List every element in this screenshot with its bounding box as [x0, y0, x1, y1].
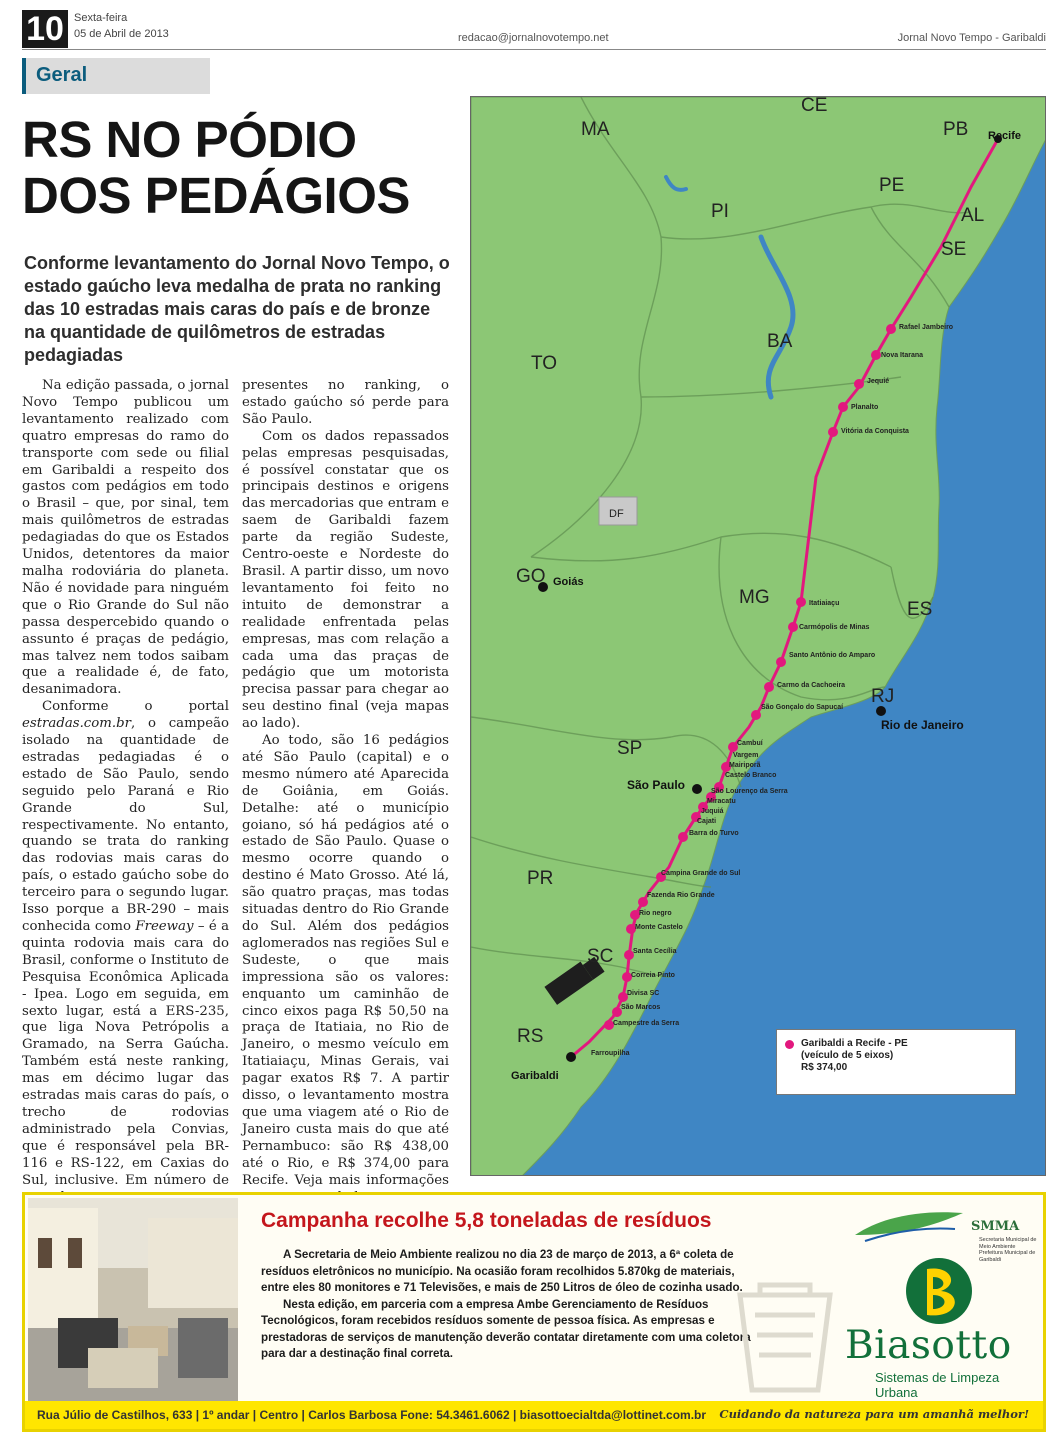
newsroom-email[interactable]: redacao@jornalnovotempo.net [458, 32, 609, 44]
paragraph [22, 699, 229, 1206]
toll-dot [796, 597, 806, 607]
toll-label: Vitória da Conquista [841, 428, 909, 435]
state-label: MA [581, 119, 610, 140]
toll-dot [764, 682, 774, 692]
city-dot-sao-paulo [692, 784, 702, 794]
article-column-1 [22, 378, 229, 1206]
headline-line-2: DOS PEDÁGIOS [22, 167, 410, 224]
toll-dot [886, 324, 896, 334]
toll-label: São Lourenço da Serra [711, 788, 788, 795]
map-graphic [471, 97, 1046, 1176]
ad-title: Campanha recolhe 5,8 toneladas de resíduos [261, 1209, 712, 1232]
state-label: RJ [871, 686, 895, 707]
toll-label: Mairiporã [729, 762, 761, 769]
city-label: São Paulo [627, 778, 686, 792]
legend-route-label: Garibaldi a Recife - PE [801, 1038, 908, 1049]
city-label: Recife [988, 130, 1022, 142]
state-label: TO [531, 353, 558, 374]
paragraph: Na edição passada, o jornal Novo Tempo publicou um levantamento realizado com quatro empresas do ramo do transporte com sede ou filial em Garibaldi a respeito dos gastos com pedágios em todo o Brasil – que, por sinal, tem mais quilômetros de estradas pedagiadas do que os Estados Unidos, detentores da maior malha rodoviária do planeta. Não é novidade para ninguém que o Rio Grande do Sul não passa despercebido quando o assunto é praças de pedágio, mas talvez nem todos saibam que a realidade é, de fato, desanimadora. [22, 378, 229, 698]
road-nickname: Freeway [135, 919, 194, 934]
ad-photo [28, 1198, 238, 1403]
city-dot-garibaldi [566, 1052, 576, 1062]
headline-line-1: RS NO PÓDIO [22, 111, 357, 168]
toll-label: Jequié [867, 378, 890, 385]
ad-paragraph: A Secretaria de Meio Ambiente realizou no dia 23 de março de 2013, a 6ª coleta de resíduos eletrônicos no município. Na ocasião foram recolhidos 5.870kg de materiais, entre eles 80 monitores e 71 Televisões, e mais de 250 Litros de óleo de cozinha usado. [261, 1248, 743, 1294]
state-label: SP [617, 738, 643, 759]
state-label: PB [943, 119, 969, 140]
toll-label: Rafael Jambeiro [899, 324, 954, 331]
website-mention: estradas.com.br [22, 716, 131, 732]
toll-label: Cajati [697, 818, 717, 825]
toll-label: Castelo Branco [725, 772, 777, 779]
toll-label: Carmópolis de Minas [799, 624, 870, 631]
leaf-icon [845, 1205, 965, 1245]
state-label: ES [907, 599, 933, 620]
city-label: Rio de Janeiro [881, 718, 964, 732]
article-column-2 [242, 378, 449, 1206]
advertisement [22, 1192, 1046, 1432]
state-label: RS [517, 1026, 544, 1047]
smma-subtitle-line: Prefeitura Municipal de Garibaldi [979, 1250, 1036, 1263]
state-label: SE [941, 239, 967, 260]
toll-dot [678, 832, 688, 842]
toll-dot [788, 622, 798, 632]
text-run: – é a quinta rodovia mais cara do Brasil, conforme o Instituto de Pesquisa Econômica Aplicada - Ipea. Logo em seguida, em sexto lugar, está a ERS-235, que liga Nova Petrópolis a Gramado, na Serra Gaúcha. Também está neste ranking, mas em décimo lugar das estradas mais caras do país, o trecho de rodovias administrado pela Convias, que é responsável pela BR-116 e RS-122, em Caxias do Sul, inclusive. Em número de [22, 919, 229, 1188]
state-label: MG [739, 587, 770, 608]
ad-paragraph: Nesta edição, em parceria com a empresa Ambe Gerenciamento de Resíduos Tecnológicos, foram recebidos resíduos somente de pessoa física. As empresas e prestadoras de serviços de manutenção deverão contatar diretamente com uma coletora para dar a destinação final correta. [261, 1297, 751, 1360]
toll-dot [776, 657, 786, 667]
toll-label: Farroupilha [591, 1050, 630, 1057]
city-label: Garibaldi [511, 1070, 559, 1082]
state-label: PR [527, 868, 554, 889]
toll-dot [838, 402, 848, 412]
toll-label: Campina Grande do Sul [661, 870, 741, 877]
text-run: Conforme o portal [42, 699, 229, 715]
newspaper-name: Jornal Novo Tempo - Garibaldi [897, 32, 1046, 44]
toll-label: Planalto [851, 404, 879, 411]
toll-label: Campestre da Serra [613, 1020, 680, 1027]
paragraph: presentes no ranking, o estado gaúcho só perde para São Paulo. [242, 378, 449, 427]
map-legend [776, 1029, 1016, 1095]
state-label: SC [587, 946, 614, 967]
contact-info: Rua Júlio de Castilhos, 633 | 1º andar | Centro | Carlos Barbosa Fone: 54.3461.6062 | biasottoecialtda@lottinet.com.br [37, 1408, 707, 1422]
legend-price: R$ 374,00 [801, 1062, 848, 1073]
toll-label: Monte Castelo [635, 924, 683, 931]
issue-day: Sexta-feira [74, 12, 128, 24]
legend-vehicle-label: (veículo de 5 eixos) [801, 1050, 894, 1061]
toll-label: Cambuí [737, 740, 763, 747]
state-label: BA [767, 331, 793, 352]
state-label: AL [961, 205, 985, 226]
smma-subtitle [979, 1237, 1039, 1263]
paragraph: Ao todo, são 16 pedágios até São Paulo (capital) e o mesmo número até Aparecida de Goiânia, em Goiás. Detalhe: até o município goiano, só há pedágios até o estado de São Paulo. Quase o mesmo ocorre quando o destino é Mato Grosso. Até lá, são quatro praças, mas todas situadas dentro do Rio Grande do Sul. Além dos pedágios aglomerados nas regiões Sul e Sudeste, o que mais impressiona são os valores: enquanto um caminhão de cinco eixos paga R$ 50,50 na praça de Itatiaia, no Rio de Janeiro, o mesmo veículo em Itatiaiaçu, Minas Gerais, vai pagar exatos R$ 7. A partir disso, o levantamento mostra que uma viagem até o Rio de Janeiro custa mais do que até Pernambuco: são R$ 438,00 até o Rio, e R$ 374,00 para Recife. Veja mais informações [242, 733, 449, 1188]
trash-bin-icon [730, 1275, 840, 1395]
lede: Conforme levantamento do Jornal Novo Tempo, o estado gaúcho leva medalha de prata no ranking das 10 estradas mais caras do país e de bronze na quantidade de quilômetros de estradas pedagiadas [24, 253, 450, 365]
toll-label: Itatiaiaçu [809, 600, 840, 607]
toll-label: Santo Antônio do Amparo [789, 652, 876, 659]
biasotto-logo-icon [897, 1257, 981, 1325]
toll-label: Barra do Turvo [689, 830, 739, 837]
toll-label: Fazenda Rio Grande [647, 892, 715, 899]
city-label: Goiás [553, 576, 584, 588]
brand-tagline: Sistemas de Limpeza Urbana [875, 1370, 1000, 1400]
page-header [22, 10, 1046, 50]
toll-label: Miracatu [707, 798, 736, 805]
ad-body [261, 1247, 761, 1363]
ad-photo-graphic [28, 1198, 238, 1403]
toll-label: Nova Itarana [881, 352, 924, 359]
route-map [470, 96, 1046, 1176]
state-label: PE [879, 175, 905, 196]
smma-logo [845, 1205, 1037, 1263]
issue-date: 05 de Abril de 2013 [74, 28, 169, 40]
state-label: GO [516, 566, 546, 587]
state-label: DF [609, 508, 624, 520]
toll-label: Santa Cecília [633, 948, 677, 955]
toll-label: Divisa SC [627, 990, 660, 997]
section-label: Geral [22, 58, 210, 94]
toll-dot [871, 350, 881, 360]
toll-label: Carmo da Cachoeira [777, 682, 846, 689]
text-run: , o campeão isolado na quantidade de estradas pedagiadas é o estado de São Paulo, sendo seguido pelo Paraná e Rio Grande do Sul, respectivamente. No entanto, quando se trata do ranking das rodovias mais caras do país, o estado gaúcho sobe do terceiro para o segundo lugar. Isso porque a BR-290 – mais conhecida como [22, 716, 229, 934]
page-number: 10 [22, 10, 68, 48]
ad-slogan: Cuidando da natureza para um amanhã melhor! [719, 1407, 1029, 1421]
toll-dot [854, 379, 864, 389]
toll-label: Juquiá [701, 808, 724, 815]
city-dot-rio [876, 706, 886, 716]
legend-route-dot [785, 1040, 794, 1049]
state-label: CE [801, 97, 828, 116]
toll-dot [751, 710, 761, 720]
toll-label: Vargem [733, 752, 759, 759]
toll-label: Correia Pinto [631, 972, 675, 979]
toll-label: Rio negro [639, 910, 672, 917]
headline [22, 112, 462, 224]
smma-name: SMMA [971, 1219, 1020, 1234]
smma-subtitle-line: Secretaria Municipal de Meio Ambiente [979, 1237, 1037, 1250]
state-label: PI [711, 201, 729, 222]
toll-dot [828, 427, 838, 437]
toll-label: São Marcos [621, 1004, 661, 1011]
brand-name: Biasotto [845, 1323, 1012, 1368]
toll-label: São Gonçalo do Sapucaí [761, 704, 844, 711]
paragraph: Com os dados repassados pelas empresas pesquisadas, é possível constatar que os principais destinos e origens das mercadorias que entram e saem de Garibaldi fazem parte da região Sudeste, Centro-oeste e Nordeste do Brasil. A partir disso, um novo levantamento foi feito no intuito de demonstrar a realidade enfrentada pelas empresas, mas com relação a cada uma das praças de pedágio que um motorista precisa passar para chegar ao seu destino final (veja mapas ao lado). [242, 428, 449, 732]
ad-footer [25, 1401, 1043, 1429]
